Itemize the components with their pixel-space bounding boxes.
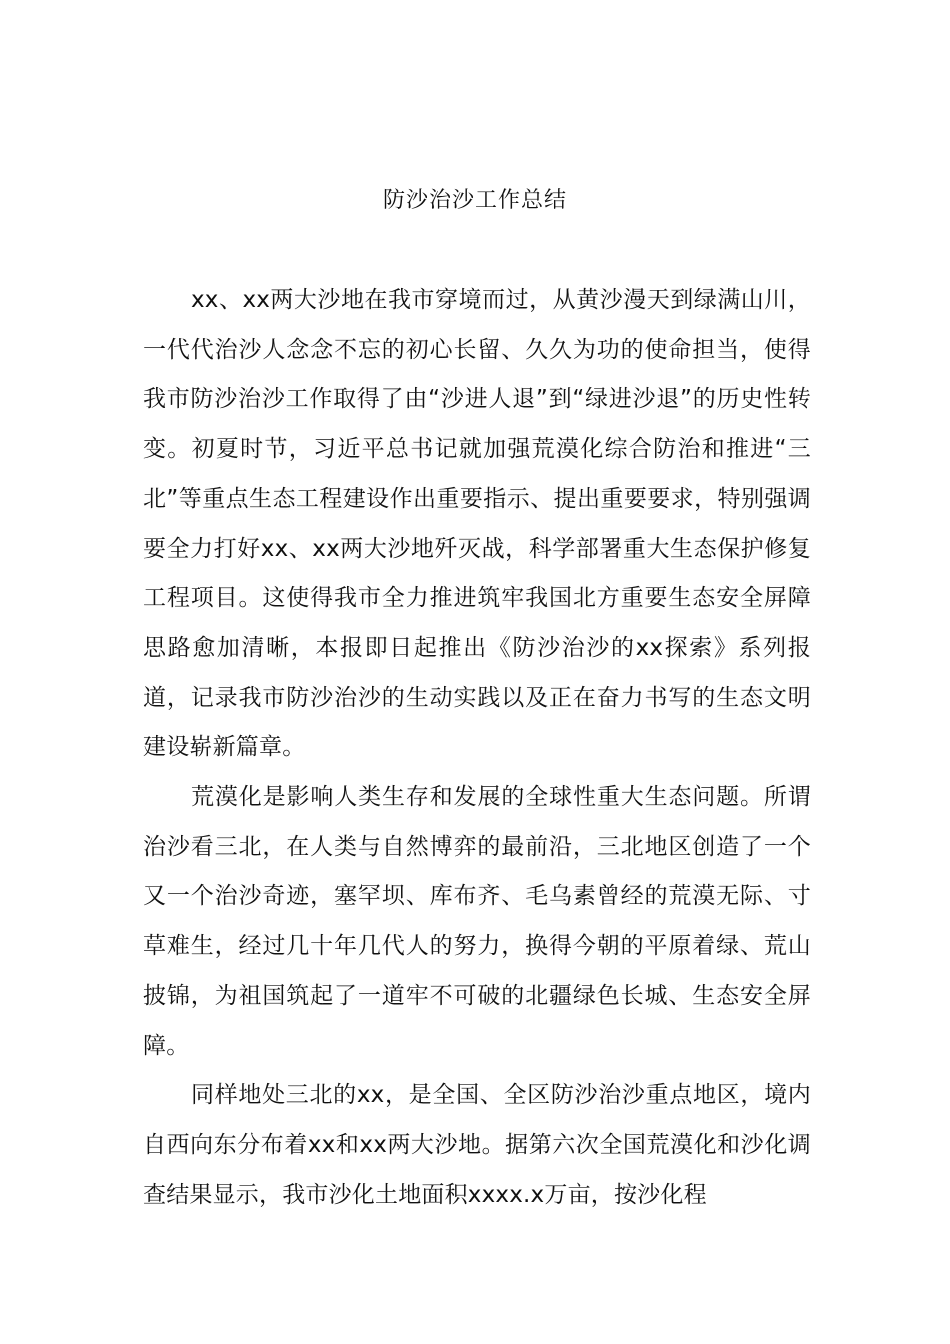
paragraph-1: xx、xx两大沙地在我市穿境而过，从黄沙漫天到绿满山川，一代代治沙人念念不忘的初心长留、久久为功的使命担当，使得我市防沙治沙工作取得了由“沙进人退”到“绿进沙退”的历史性转变。初夏时节，习近平总书记就加强荒漠化综合防治和推进“三北”等重点生态工程建设作出重要指示、提出重要要求，特别强调要全力打好xx、xx两大沙地歼灭战，科学部署重大生态保护修复工程项目。这使得我市全力推进筑牢我国北方重要生态安全屏障思路愈加清晰，本报即日起推出《防沙治沙的xx探索》系列报道，记录我市防沙治沙的生动实践以及正在奋力书写的生态文明建设崭新篇章。 xyxy=(143,287,811,761)
paragraph-2: 荒漠化是影响人类生存和发展的全球性重大生态问题。所谓治沙看三北，在人类与自然博弈的最前沿，三北地区创造了一个又一个治沙奇迹，塞罕坝、库布齐、毛乌素曾经的荒漠无际、寸草难生，经过几十年几代人的努力，换得今朝的平原着绿、荒山披锦，为祖国筑起了一道牢不可破的北疆绿色长城、生态安全屏障。 xyxy=(143,784,811,1059)
document-body xyxy=(143,276,811,1220)
paragraph-3: 同样地处三北的xx，是全国、全区防沙治沙重点地区，境内自西向东分布着xx和xx两大沙地。据第六次全国荒漠化和沙化调查结果显示，我市沙化土地面积xxxx.x万亩，按沙化程 xyxy=(143,1082,811,1208)
document-title: 防沙治沙工作总结 xyxy=(382,188,567,213)
